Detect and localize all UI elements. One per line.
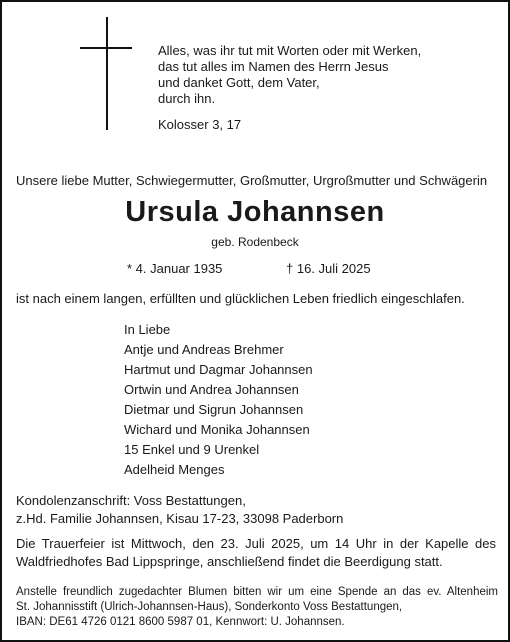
funeral-text (16, 535, 496, 571)
donation-line-1: Anstelle freundlich zugedachter Blumen bitten wir um eine Spende an das ev. Altenheim (16, 586, 498, 598)
mourner-line: In Liebe (124, 322, 171, 337)
intro-text: Unsere liebe Mutter, Schwiegermutter, Großmutter, Urgroßmutter und Schwägerin (16, 173, 488, 188)
maiden-name: geb. Rodenbeck (211, 235, 299, 249)
mourner-line: Dietmar und Sigrun Johannsen (124, 402, 304, 417)
deceased-name: Ursula Johannsen (125, 196, 385, 228)
verse-line-4: durch ihn. (158, 91, 216, 106)
verse-line-3: und danket Gott, dem Vater, (158, 75, 320, 90)
death-date: † 16. Juli 2025 (286, 261, 371, 276)
donation-line-2: St. Johannisstift (Ulrich-Johannsen-Haus), Sonderkonto Voss Bestattungen, (16, 601, 403, 613)
mourner-line: Wichard und Monika Johannsen (124, 422, 310, 437)
mourner-line: Adelheid Menges (124, 462, 225, 477)
condolence-line-1: Kondolenzanschrift: Voss Bestattungen, (16, 493, 246, 508)
birth-date: * 4. Januar 1935 (127, 261, 223, 276)
condolence-line-2: z.Hd. Familie Johannsen, Kisau 17-23, 33098 Paderborn (16, 511, 344, 526)
funeral-line-1: Die Trauerfeier ist Mittwoch, den 23. Juli 2025, um 14 Uhr in der Kapelle des (16, 536, 496, 551)
mourner-line: Hartmut und Dagmar Johannsen (124, 362, 313, 377)
verse-line-1: Alles, was ihr tut mit Worten oder mit Werken, (158, 43, 422, 58)
mourner-line: Antje und Andreas Brehmer (124, 342, 284, 357)
mourners-list (124, 320, 313, 480)
mourner-line: 15 Enkel und 9 Urenkel (124, 442, 260, 457)
donation-text (16, 585, 498, 630)
donation-line-3: IBAN: DE61 4726 0121 8600 5987 01, Kennwort: U. Johannsen. (16, 616, 345, 628)
passed-text: ist nach einem langen, erfüllten und glücklichen Leben friedlich eingeschlafen. (16, 291, 465, 306)
verse-reference: Kolosser 3, 17 (158, 117, 242, 132)
funeral-line-2: Waldfriedhofes Bad Lippspringe, anschließend findet die Beerdigung statt. (16, 554, 443, 569)
verse-line-2: das tut alles im Namen des Herrn Jesus (158, 59, 389, 74)
mourner-line: Ortwin und Andrea Johannsen (124, 382, 299, 397)
